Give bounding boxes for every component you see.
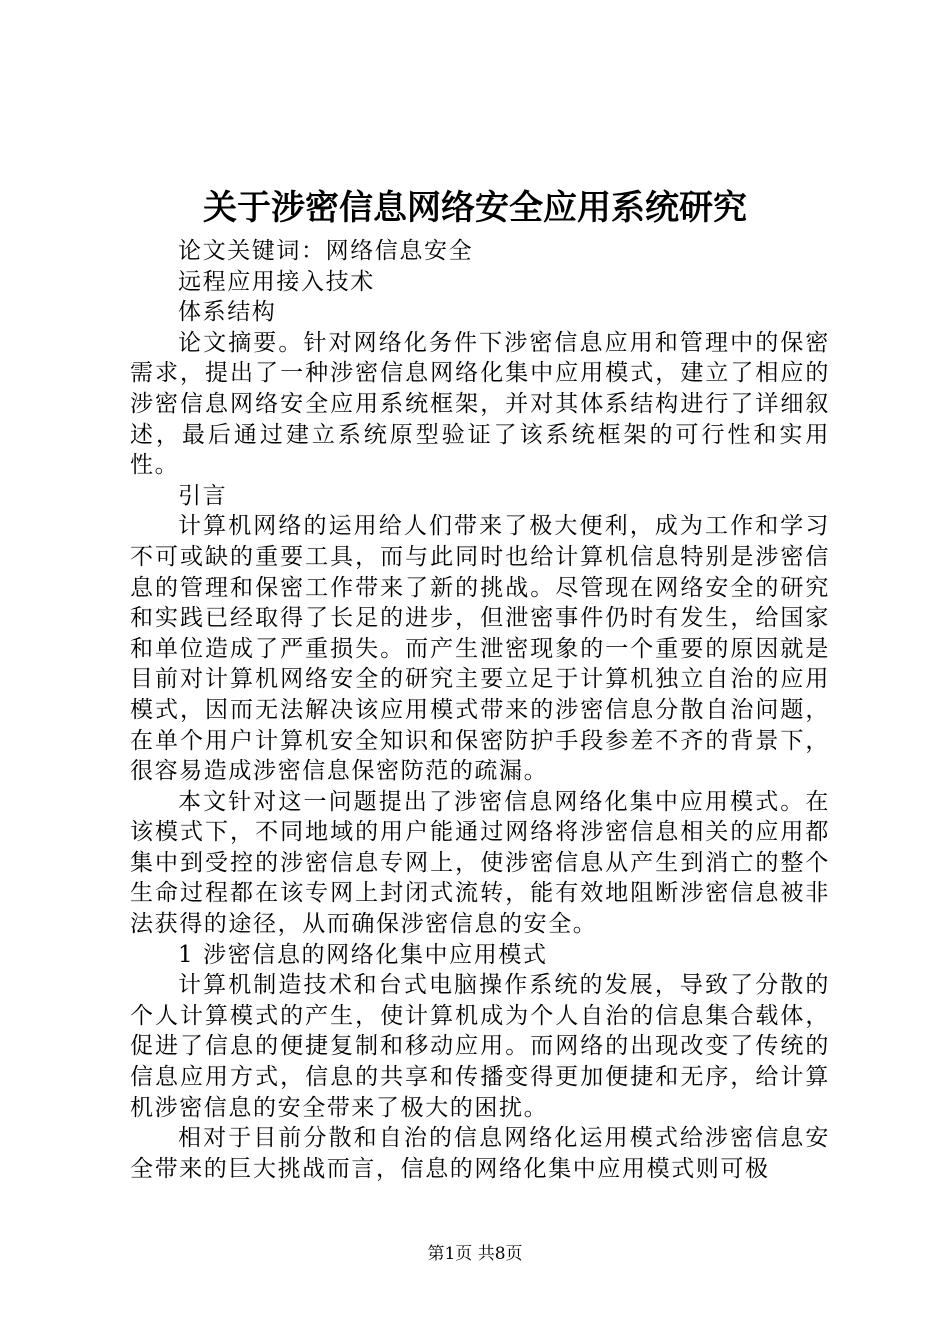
body-paragraph: 本文针对这一问题提出了涉密信息网络化集中应用模式。在该模式下，不同地域的用户能通过网络将涉密信息相关的应用都集中到受控的涉密信息专网上，使涉密信息从产生到消亡的整个生命过程都在该专网上封闭式流转，能有效地阻断涉密信息被非法获得的途径，从而确保涉密信息的安全。 <box>130 788 830 938</box>
document-title: 关于涉密信息网络安全应用系统研究 <box>203 188 747 228</box>
body-paragraph: 计算机制造技术和台式电脑操作系统的发展，导致了分散的个人计算模式的产生，使计算机成为个人自治的信息集合载体，促进了信息的便捷复制和移动应用。而网络的出现改变了传统的信息应用方式，信息的共享和传播变得更加便捷和无序，给计算机涉密信息的安全带来了极大的困扰。 <box>130 972 830 1121</box>
body-paragraph: 相对于目前分散和自治的信息网络化运用模式给涉密信息安全带来的巨大挑战而言，信息的网络化集中应用模式则可极 <box>130 1125 830 1182</box>
keywords-line: 远程应用接入技术 <box>178 268 375 295</box>
document-body <box>130 236 830 1184</box>
section-heading: 1 涉密信息的网络化集中应用模式 <box>178 941 548 968</box>
body-paragraph: 计算机网络的运用给人们带来了极大便利，成为工作和学习不可或缺的重要工具，而与此同时也给计算机信息特别是涉密信息的管理和保密工作带来了新的挑战。尽管现在网络安全的研究和实践已经取得了长足的进步，但泄密事件仍时有发生，给国家和单位造成了严重损失。而产生泄密现象的一个重要的原因就是目前对计算机网络安全的研究主要立足于计算机独立自治的应用模式，因而无法解决该应用模式带来的涉密信息分散自治问题，在单个用户计算机安全知识和保密防护手段参差不齐的背景下，很容易造成涉密信息保密防范的疏漏。 <box>130 513 830 785</box>
section-heading: 引言 <box>178 482 228 509</box>
keywords-line: 体系结构 <box>178 299 277 326</box>
page-number: 第1页 共8页 <box>427 1244 523 1264</box>
keywords-line: 论文关键词：网络信息安全 <box>178 238 474 264</box>
abstract-paragraph: 论文摘要。针对网络化务件下涉密信息应用和管理中的保密需求，提出了一种涉密信息网络化集中应用模式，建立了相应的涉密信息网络安全应用系统框架，并对其体系结构进行了详细叙述，最后通过建立系统原型验证了该系统框架的可行性和实用性。 <box>130 329 830 479</box>
